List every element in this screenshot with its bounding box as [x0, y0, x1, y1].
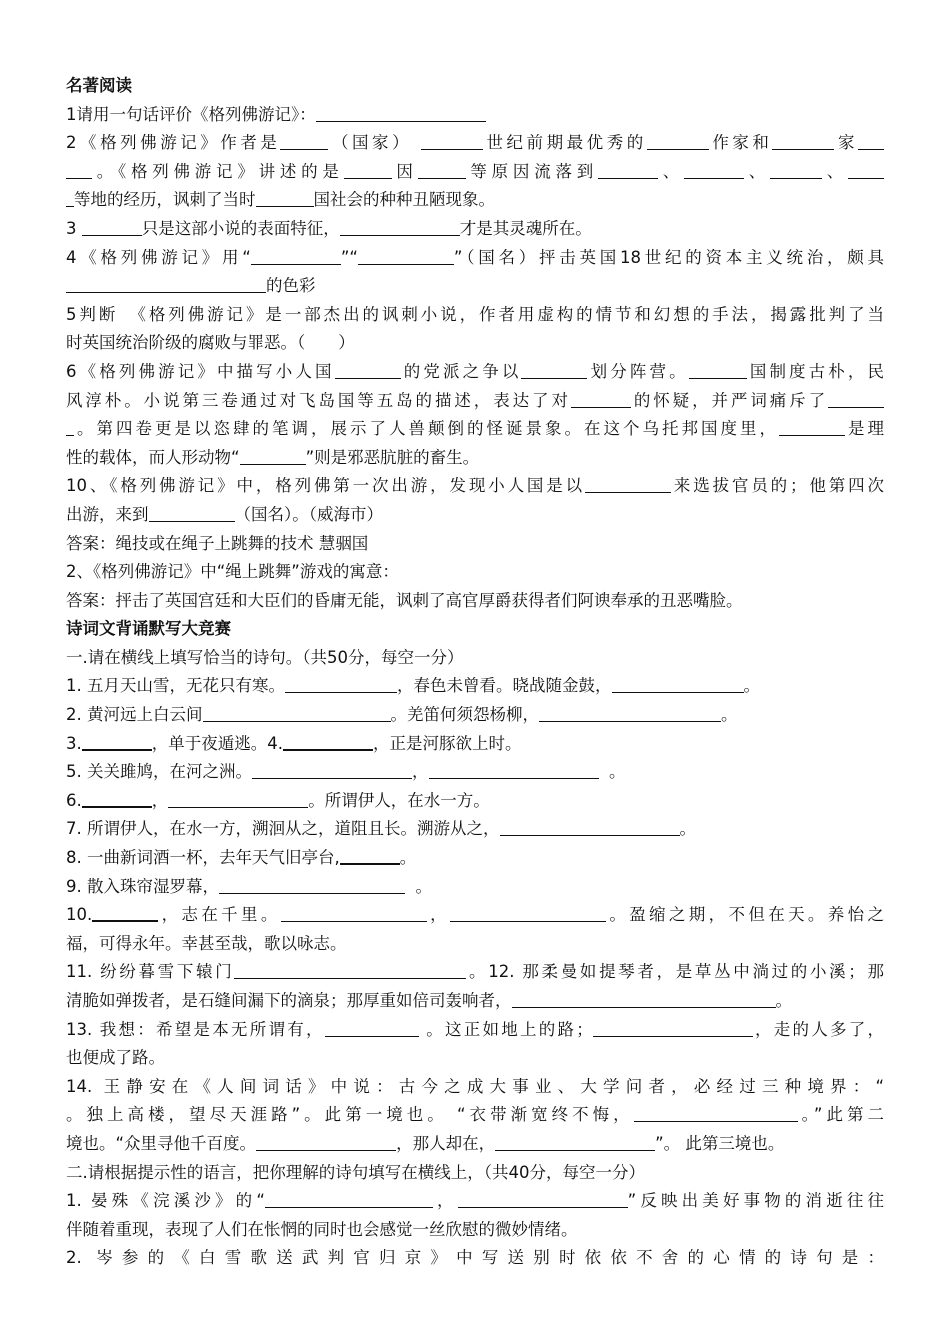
blank[interactable]: [240, 447, 306, 465]
text: ，正是河豚欲上时。: [373, 733, 522, 753]
text: 、: [657, 161, 684, 181]
blank[interactable]: [418, 161, 466, 179]
text: 。”此第二: [797, 1105, 884, 1125]
blank[interactable]: [280, 133, 328, 151]
text: ，: [426, 905, 450, 925]
blank[interactable]: [770, 161, 822, 179]
text: 的色彩: [266, 276, 316, 296]
text: 7. 所谓伊人，在水一方，溯洄从之，道阻且长。溯游从之，: [66, 819, 500, 839]
sentence-1-line-2: 伴随着重现，表现了人们在怅惘的同时也会感觉一丝欣慰的微妙情绪。: [66, 1219, 578, 1239]
blank[interactable]: [858, 133, 884, 151]
text: 世纪前期最优秀的: [482, 133, 647, 153]
poem-6: [66, 787, 884, 816]
question-2-line-1: [66, 129, 884, 158]
text: 、: [744, 161, 771, 181]
blank[interactable]: [325, 1019, 419, 1037]
question-5-line-2: 时英国统治阶级的腐败与罪恶。（ ）: [66, 333, 355, 353]
text: 。: [399, 848, 417, 868]
text: ，: [151, 790, 169, 810]
text: 6《格列佛游记》中描写小人国: [66, 361, 335, 381]
blank[interactable]: [252, 762, 412, 780]
blank[interactable]: [168, 790, 308, 808]
text: 境也。“众里寻他千百度。: [66, 1133, 257, 1153]
text: ”“: [340, 247, 358, 267]
blank[interactable]: [358, 247, 454, 265]
text: 因: [391, 161, 418, 181]
blank[interactable]: [66, 190, 74, 208]
text: 划分阵营。: [587, 361, 689, 381]
blank[interactable]: [828, 390, 884, 408]
text: 。羌笛何须怨杨柳，: [390, 705, 539, 725]
text: 的怀疑，并严词痛斥了: [630, 390, 829, 410]
blank[interactable]: [585, 476, 671, 494]
poem-10-line-2: 福，可得永年。幸甚至哉，歌以咏志。: [66, 933, 347, 953]
blank[interactable]: [450, 905, 606, 923]
text: ，单于夜遁逃。4.: [151, 733, 283, 753]
question-3: [66, 215, 884, 244]
blank[interactable]: [66, 276, 266, 294]
text: ”则是邪恶肮脏的畜生。: [305, 447, 480, 467]
blank[interactable]: [340, 218, 460, 236]
text: 2《格列佛游记》作者是: [66, 133, 281, 153]
text: 。这正如地上的路；: [426, 1019, 593, 1039]
blank[interactable]: [82, 789, 152, 808]
section-title-mingzhu: 名著阅读: [66, 76, 132, 95]
text: ”（国名）抨击英国18世纪的资本主义统治，颇具: [453, 247, 884, 267]
text: 1. 晏殊《浣溪沙》的“: [66, 1191, 265, 1211]
blank[interactable]: [539, 705, 721, 723]
blank[interactable]: [495, 1133, 655, 1151]
blank[interactable]: [219, 876, 405, 894]
poem-3-4: [66, 730, 884, 759]
blank[interactable]: [82, 732, 152, 751]
text: 9. 散入珠帘湿罗幕，: [66, 876, 219, 896]
blank[interactable]: [234, 962, 466, 980]
question-2-line-2: [66, 158, 884, 187]
blank[interactable]: [335, 361, 401, 379]
text: 6.: [66, 790, 82, 810]
poem-13-line-1: [66, 1016, 884, 1045]
text: ，志在千里。: [158, 905, 281, 925]
text: 作家和: [708, 133, 773, 153]
question-10-line-2: [66, 501, 884, 530]
text: 国制度古朴，民: [746, 361, 884, 381]
blank[interactable]: [203, 705, 391, 723]
text: 。所谓伊人，在水一方。: [308, 790, 490, 810]
blank[interactable]: [316, 104, 486, 122]
text: ”。 此第三境也。: [655, 1133, 785, 1153]
blank[interactable]: [500, 819, 680, 837]
text: 13. 我想：希望是本无所谓有，: [66, 1019, 325, 1039]
blank[interactable]: [265, 1191, 433, 1209]
text: 等地的经历，讽刺了当时: [74, 190, 256, 210]
poem-8: [66, 844, 884, 873]
blank[interactable]: [598, 161, 658, 179]
blank[interactable]: [612, 676, 744, 694]
section-title-contest: 诗词文背诵默写大竞赛: [66, 619, 231, 639]
blank[interactable]: [283, 732, 373, 751]
answer-1: 答案：绳技或在绳子上跳舞的技术 慧骃国: [66, 533, 369, 553]
text: ”反映出美好事物的消逝往往: [627, 1191, 884, 1211]
text: 3.: [66, 733, 82, 753]
text: 性的载体，而人形动物“: [66, 447, 240, 467]
text: 2. 黄河远上白云间: [66, 705, 203, 725]
text: 。第四卷更是以恣肆的笔调，展示了人兽颠倒的怪诞景象。在这个乌托邦国度里，: [74, 419, 779, 439]
text: 风淳朴。小说第三卷通过对飞岛国等五岛的描述，表达了对: [66, 390, 571, 410]
question-5-line-1: 5判断 《格列佛游记》是一部杰出的讽刺小说，作者用虚构的情节和幻想的手法，揭露批判了当: [66, 304, 884, 324]
text: ，: [412, 762, 429, 782]
poem-14-line-3: [66, 1130, 884, 1159]
blank[interactable]: [421, 133, 483, 151]
text: 。: [415, 876, 432, 896]
blank[interactable]: [66, 419, 74, 437]
poem-11-line-2: [66, 987, 884, 1016]
text: 。12. 那柔曼如提琴者，是草丛中淌过的小溪；那: [466, 962, 884, 982]
blank[interactable]: [256, 190, 314, 208]
text: 家: [834, 133, 859, 153]
sentence-1-line-1: [66, 1187, 884, 1216]
poem-14-line-1: 14. 王静安在《人间词话》中说：古今之成大事业、大学问者，必经过三种境界：“: [66, 1076, 884, 1096]
question-6-line-1: [66, 358, 884, 387]
blank[interactable]: [689, 361, 747, 379]
text: 10、《格列佛游记》中，格列佛第一次出游，发现小人国是以: [66, 476, 586, 496]
blank[interactable]: [281, 905, 427, 923]
text: 。《格列佛游记》讲述的是: [92, 161, 344, 181]
text: 。: [775, 991, 792, 1010]
text: ，春色未曾看。晓战随金鼓，: [397, 676, 612, 696]
blank[interactable]: [634, 1105, 798, 1123]
blank[interactable]: [512, 990, 776, 1008]
poem-13-line-2: 也便成了路。: [66, 1048, 165, 1068]
text: 、: [822, 161, 849, 181]
question-6-line-2: [66, 387, 884, 416]
q1-text: 1请用一句话评价《格列佛游记》：: [66, 104, 316, 124]
blank[interactable]: [92, 904, 158, 923]
text: 。独上高楼，望尽天涯路”。此第一境也。 “衣带渐宽终不悔，: [66, 1105, 634, 1125]
question-2b: 2、《格列佛游记》中“绳上跳舞”游戏的寓意：: [66, 562, 399, 582]
poem-5: [66, 758, 884, 787]
question-4-line-1: [66, 244, 884, 273]
text: 4《格列佛游记》用“: [66, 247, 251, 267]
text: （国名）。（威海市）: [234, 504, 383, 524]
part-1-heading: 一.请在横线上填写恰当的诗句。（共50分，每空一分）: [66, 647, 464, 667]
question-6-line-4: [66, 444, 884, 473]
poem-7: [66, 815, 884, 844]
text: 等原因流落到: [465, 161, 598, 181]
text: 。: [743, 676, 760, 696]
blank[interactable]: [149, 504, 235, 522]
text: 5. 关关雎鸠，在河之洲。: [66, 762, 252, 782]
question-2-line-3: [66, 186, 884, 215]
text: 来选拔官员的；他第四次: [671, 476, 884, 496]
text: 10.: [66, 905, 93, 925]
blank[interactable]: [848, 161, 884, 179]
blank[interactable]: [647, 133, 709, 151]
text: 国社会的种种丑陋现象。: [313, 190, 495, 210]
poem-11-line-1: [66, 958, 884, 987]
blank[interactable]: [285, 676, 397, 694]
text: ，那人却在，: [396, 1133, 496, 1153]
blank[interactable]: [429, 762, 599, 780]
blank[interactable]: [66, 161, 92, 179]
text: 是理: [845, 419, 884, 439]
answer-2: 答案：抨击了英国宫廷和大臣们的昏庸无能，讽刺了高官厚爵获得者们阿谀奉承的丑恶嘴脸。: [66, 590, 743, 610]
blank[interactable]: [82, 218, 142, 236]
text: 11. 纷纷暮雪下辕门: [66, 962, 235, 982]
question-4-line-2: [66, 272, 884, 301]
blank[interactable]: [458, 1191, 628, 1209]
blank[interactable]: [684, 161, 744, 179]
sentence-2: 2. 岑参的《白雪歌送武判官归京》中写送别时依依不舍的心情的诗句是：: [66, 1248, 884, 1268]
blank[interactable]: [779, 419, 845, 437]
poem-1: [66, 672, 884, 701]
blank[interactable]: [571, 390, 631, 408]
text: ，走的人多了，: [752, 1019, 884, 1039]
blank[interactable]: [340, 847, 400, 866]
text: 才是其灵魂所在。: [459, 218, 592, 238]
question-6-line-3: [66, 415, 884, 444]
text: 的党派之争以: [400, 361, 522, 381]
question-1: [66, 101, 884, 130]
blank[interactable]: [521, 361, 587, 379]
blank[interactable]: [251, 247, 341, 265]
text: 只是这部小说的表面特征，: [141, 218, 340, 238]
question-10-line-1: [66, 472, 884, 501]
poem-14-line-2: [66, 1101, 884, 1130]
text: 。: [721, 705, 738, 725]
text: 8. 一曲新词酒一杯，去年天气旧亭台,: [66, 848, 340, 868]
text: 出游，来到: [66, 504, 149, 524]
text: ，: [432, 1191, 458, 1211]
text: 。: [609, 762, 626, 782]
blank[interactable]: [593, 1019, 753, 1037]
text: 3: [66, 218, 77, 238]
blank[interactable]: [256, 1133, 396, 1151]
text: （国家）: [328, 133, 413, 153]
text: 1. 五月天山雪，无花只有寒。: [66, 676, 285, 696]
blank[interactable]: [772, 133, 834, 151]
part-2-heading: 二.请根据提示性的语言，把你理解的诗句填写在横线上，（共40分，每空一分）: [66, 1162, 645, 1182]
blank[interactable]: [344, 161, 392, 179]
text: 清脆如弹拨者，是石缝间漏下的滴泉；那厚重如倍司轰响者，: [66, 991, 512, 1010]
poem-10-line-1: [66, 901, 884, 930]
text: 。: [679, 819, 696, 839]
text: 。盈缩之期，不但在天。养怡之: [605, 905, 884, 925]
poem-2: [66, 701, 884, 730]
poem-9: [66, 873, 884, 902]
